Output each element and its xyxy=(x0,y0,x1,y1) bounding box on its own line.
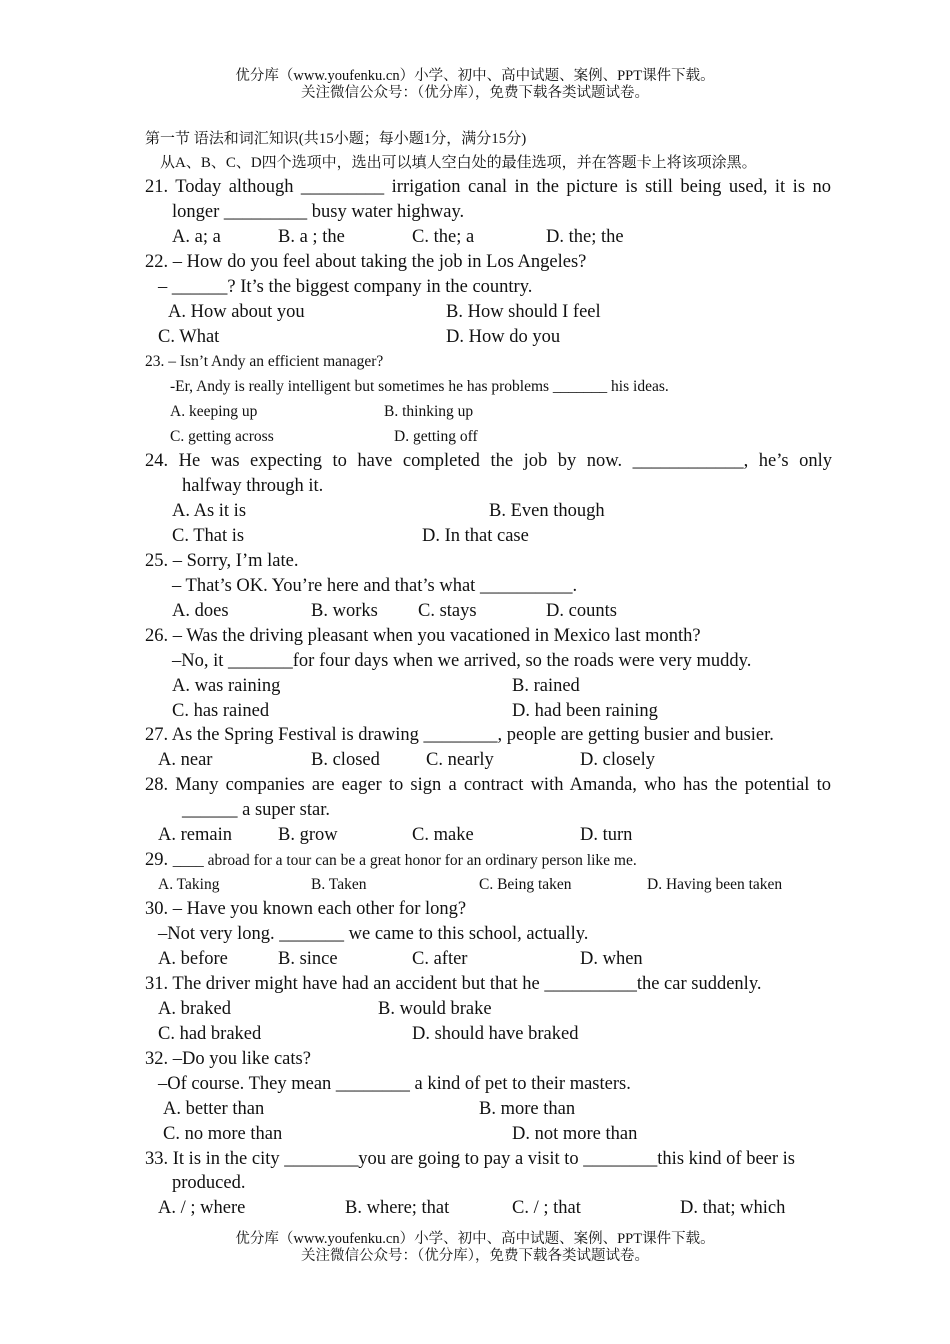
q21-option-a: A. a; a xyxy=(172,227,221,247)
q32-option-d: D. not more than xyxy=(512,1124,638,1144)
q32-option-a: A. better than xyxy=(163,1099,265,1119)
q25-stem-line1: 25. – Sorry, I’m late. xyxy=(145,551,299,571)
q28-option-c: C. make xyxy=(412,825,474,845)
q33-option-c: C. / ; that xyxy=(512,1198,581,1218)
q29-option-a: A. Taking xyxy=(158,876,220,893)
q22-option-a: A. How about you xyxy=(168,302,305,322)
q23-option-d: D. getting off xyxy=(394,428,478,445)
q31-stem-line1: 31. The driver might have had an accident but that he __________the car suddenly. xyxy=(145,974,762,994)
q24-option-c: C. That is xyxy=(172,526,245,546)
q24-option-d: D. In that case xyxy=(422,526,529,546)
q28-stem-line1: 28. Many companies are eager to sign a contract with Amanda, who has the potential to xyxy=(145,775,831,795)
q23-option-a: A. keeping up xyxy=(170,403,258,420)
q31-option-b: B. would brake xyxy=(378,999,492,1019)
q29-option-b: B. Taken xyxy=(311,876,367,893)
q25-option-d: D. counts xyxy=(546,601,617,621)
q22-option-d: D. How do you xyxy=(446,327,561,347)
q21-stem-line2: longer _________ busy water highway. xyxy=(172,202,465,222)
footer-line-2: 关注微信公众号：（优分库），免费下载各类试题试卷。 xyxy=(301,1248,649,1264)
q30-option-c: C. after xyxy=(412,949,468,969)
q30-stem-line2: –Not very long. _______ we came to this school, actually. xyxy=(158,924,589,944)
q29-option-d: D. Having been taken xyxy=(647,876,783,893)
q33-option-b: B. where; that xyxy=(345,1198,450,1218)
header-line-2: 关注微信公众号：（优分库），免费下载各类试题试卷。 xyxy=(301,85,649,101)
q22-stem-line1: 22. – How do you feel about taking the job in Los Angeles? xyxy=(145,252,587,272)
q32-option-c: C. no more than xyxy=(163,1124,283,1144)
q27-option-d: D. closely xyxy=(580,750,656,770)
q30-option-a: A. before xyxy=(158,949,228,969)
section-title: 第一节 语法和词汇知识(共15小题；每小题1分，满分15分) xyxy=(145,131,527,147)
q24-stem-line2: halfway through it. xyxy=(182,476,324,496)
q26-stem-line1: 26. – Was the driving pleasant when you vacationed in Mexico last month? xyxy=(145,626,701,646)
q26-option-c: C. has rained xyxy=(172,701,270,721)
q22-stem-line2: – ______? It’s the biggest company in the country. xyxy=(158,277,533,297)
q26-stem-line2: –No, it _______for four days when we arrived, so the roads were very muddy. xyxy=(172,651,752,671)
q30-option-d: D. when xyxy=(580,949,643,969)
q30-stem-line1: 30. – Have you known each other for long? xyxy=(145,899,467,919)
q31-option-a: A. braked xyxy=(158,999,231,1019)
q29-stem-text: ____ abroad for a tour can be a great honor for an ordinary person like me. xyxy=(172,852,637,869)
q33-stem-line1: 33. It is in the city ________you are going to pay a visit to ________this kind of beer is xyxy=(145,1149,795,1169)
q25-stem-line2: – That’s OK. You’re here and that’s what __________. xyxy=(172,576,578,596)
q31-option-d: D. should have braked xyxy=(412,1024,579,1044)
q24-option-a: A. As it is xyxy=(172,501,247,521)
section-instruction: 从A、B、C、D四个选项中，选出可以填人空白处的最佳选项，并在答题卡上将该项涂黑。 xyxy=(160,155,757,171)
q30-option-b: B. since xyxy=(278,949,338,969)
q23-stem-line1: 23. – Isn’t Andy an efficient manager? xyxy=(145,353,384,370)
page-footer xyxy=(0,1231,950,1265)
q28-option-a: A. remain xyxy=(158,825,232,845)
q26-option-d: D. had been raining xyxy=(512,701,658,721)
q22-option-c: C. What xyxy=(158,327,220,347)
q27-stem-line1: 27. As the Spring Festival is drawing ________, people are getting busier and busier. xyxy=(145,725,774,745)
q33-option-d: D. that; which xyxy=(680,1198,786,1218)
q29-stem-line1: 29. ____ abroad for a tour can be a great honor for an ordinary person like me. xyxy=(145,850,637,870)
q28-option-d: D. turn xyxy=(580,825,633,845)
q32-stem-line2: –Of course. They mean ________ a kind of pet to their masters. xyxy=(158,1074,631,1094)
header-line-1: 优分库（www.youfenku.cn）小学、初中、高中试题、案例、PPT课件下载。 xyxy=(235,68,715,84)
q26-option-b: B. rained xyxy=(512,676,580,696)
q22-option-b: B. How should I feel xyxy=(446,302,601,322)
q24-stem-line1: 24. He was expecting to have completed the job by now. ____________, he’s only xyxy=(145,451,832,471)
q21-option-d: D. the; the xyxy=(546,227,624,247)
q23-option-c: C. getting across xyxy=(170,428,274,445)
q23-option-b: B. thinking up xyxy=(384,403,474,420)
q21-option-c: C. the; a xyxy=(412,227,475,247)
footer-line-1: 优分库（www.youfenku.cn）小学、初中、高中试题、案例、PPT课件下载。 xyxy=(235,1231,715,1247)
q31-option-c: C. had braked xyxy=(158,1024,262,1044)
q25-option-c: C. stays xyxy=(418,601,477,621)
q33-option-a: A. / ; where xyxy=(158,1198,246,1218)
page-header xyxy=(0,68,950,102)
q25-option-a: A. does xyxy=(172,601,229,621)
q27-option-b: B. closed xyxy=(311,750,380,770)
q32-stem-line1: 32. –Do you like cats? xyxy=(145,1049,311,1069)
q33-stem-line2: produced. xyxy=(172,1173,246,1193)
q32-option-b: B. more than xyxy=(479,1099,576,1119)
q27-option-a: A. near xyxy=(158,750,213,770)
q24-option-b: B. Even though xyxy=(489,501,605,521)
q21-option-b: B. a ; the xyxy=(278,227,345,247)
q23-stem-line2: -Er, Andy is really intelligent but sometimes he has problems _______ his ideas. xyxy=(170,378,669,395)
q25-option-b: B. works xyxy=(311,601,378,621)
q29-option-c: C. Being taken xyxy=(479,876,572,893)
q28-option-b: B. grow xyxy=(278,825,338,845)
q21-stem-line1: 21. Today although _________ irrigation canal in the picture is still being used, it is no xyxy=(145,177,831,197)
q28-stem-line2: ______ a super star. xyxy=(182,800,330,820)
q26-option-a: A. was raining xyxy=(172,676,281,696)
q27-option-c: C. nearly xyxy=(426,750,494,770)
